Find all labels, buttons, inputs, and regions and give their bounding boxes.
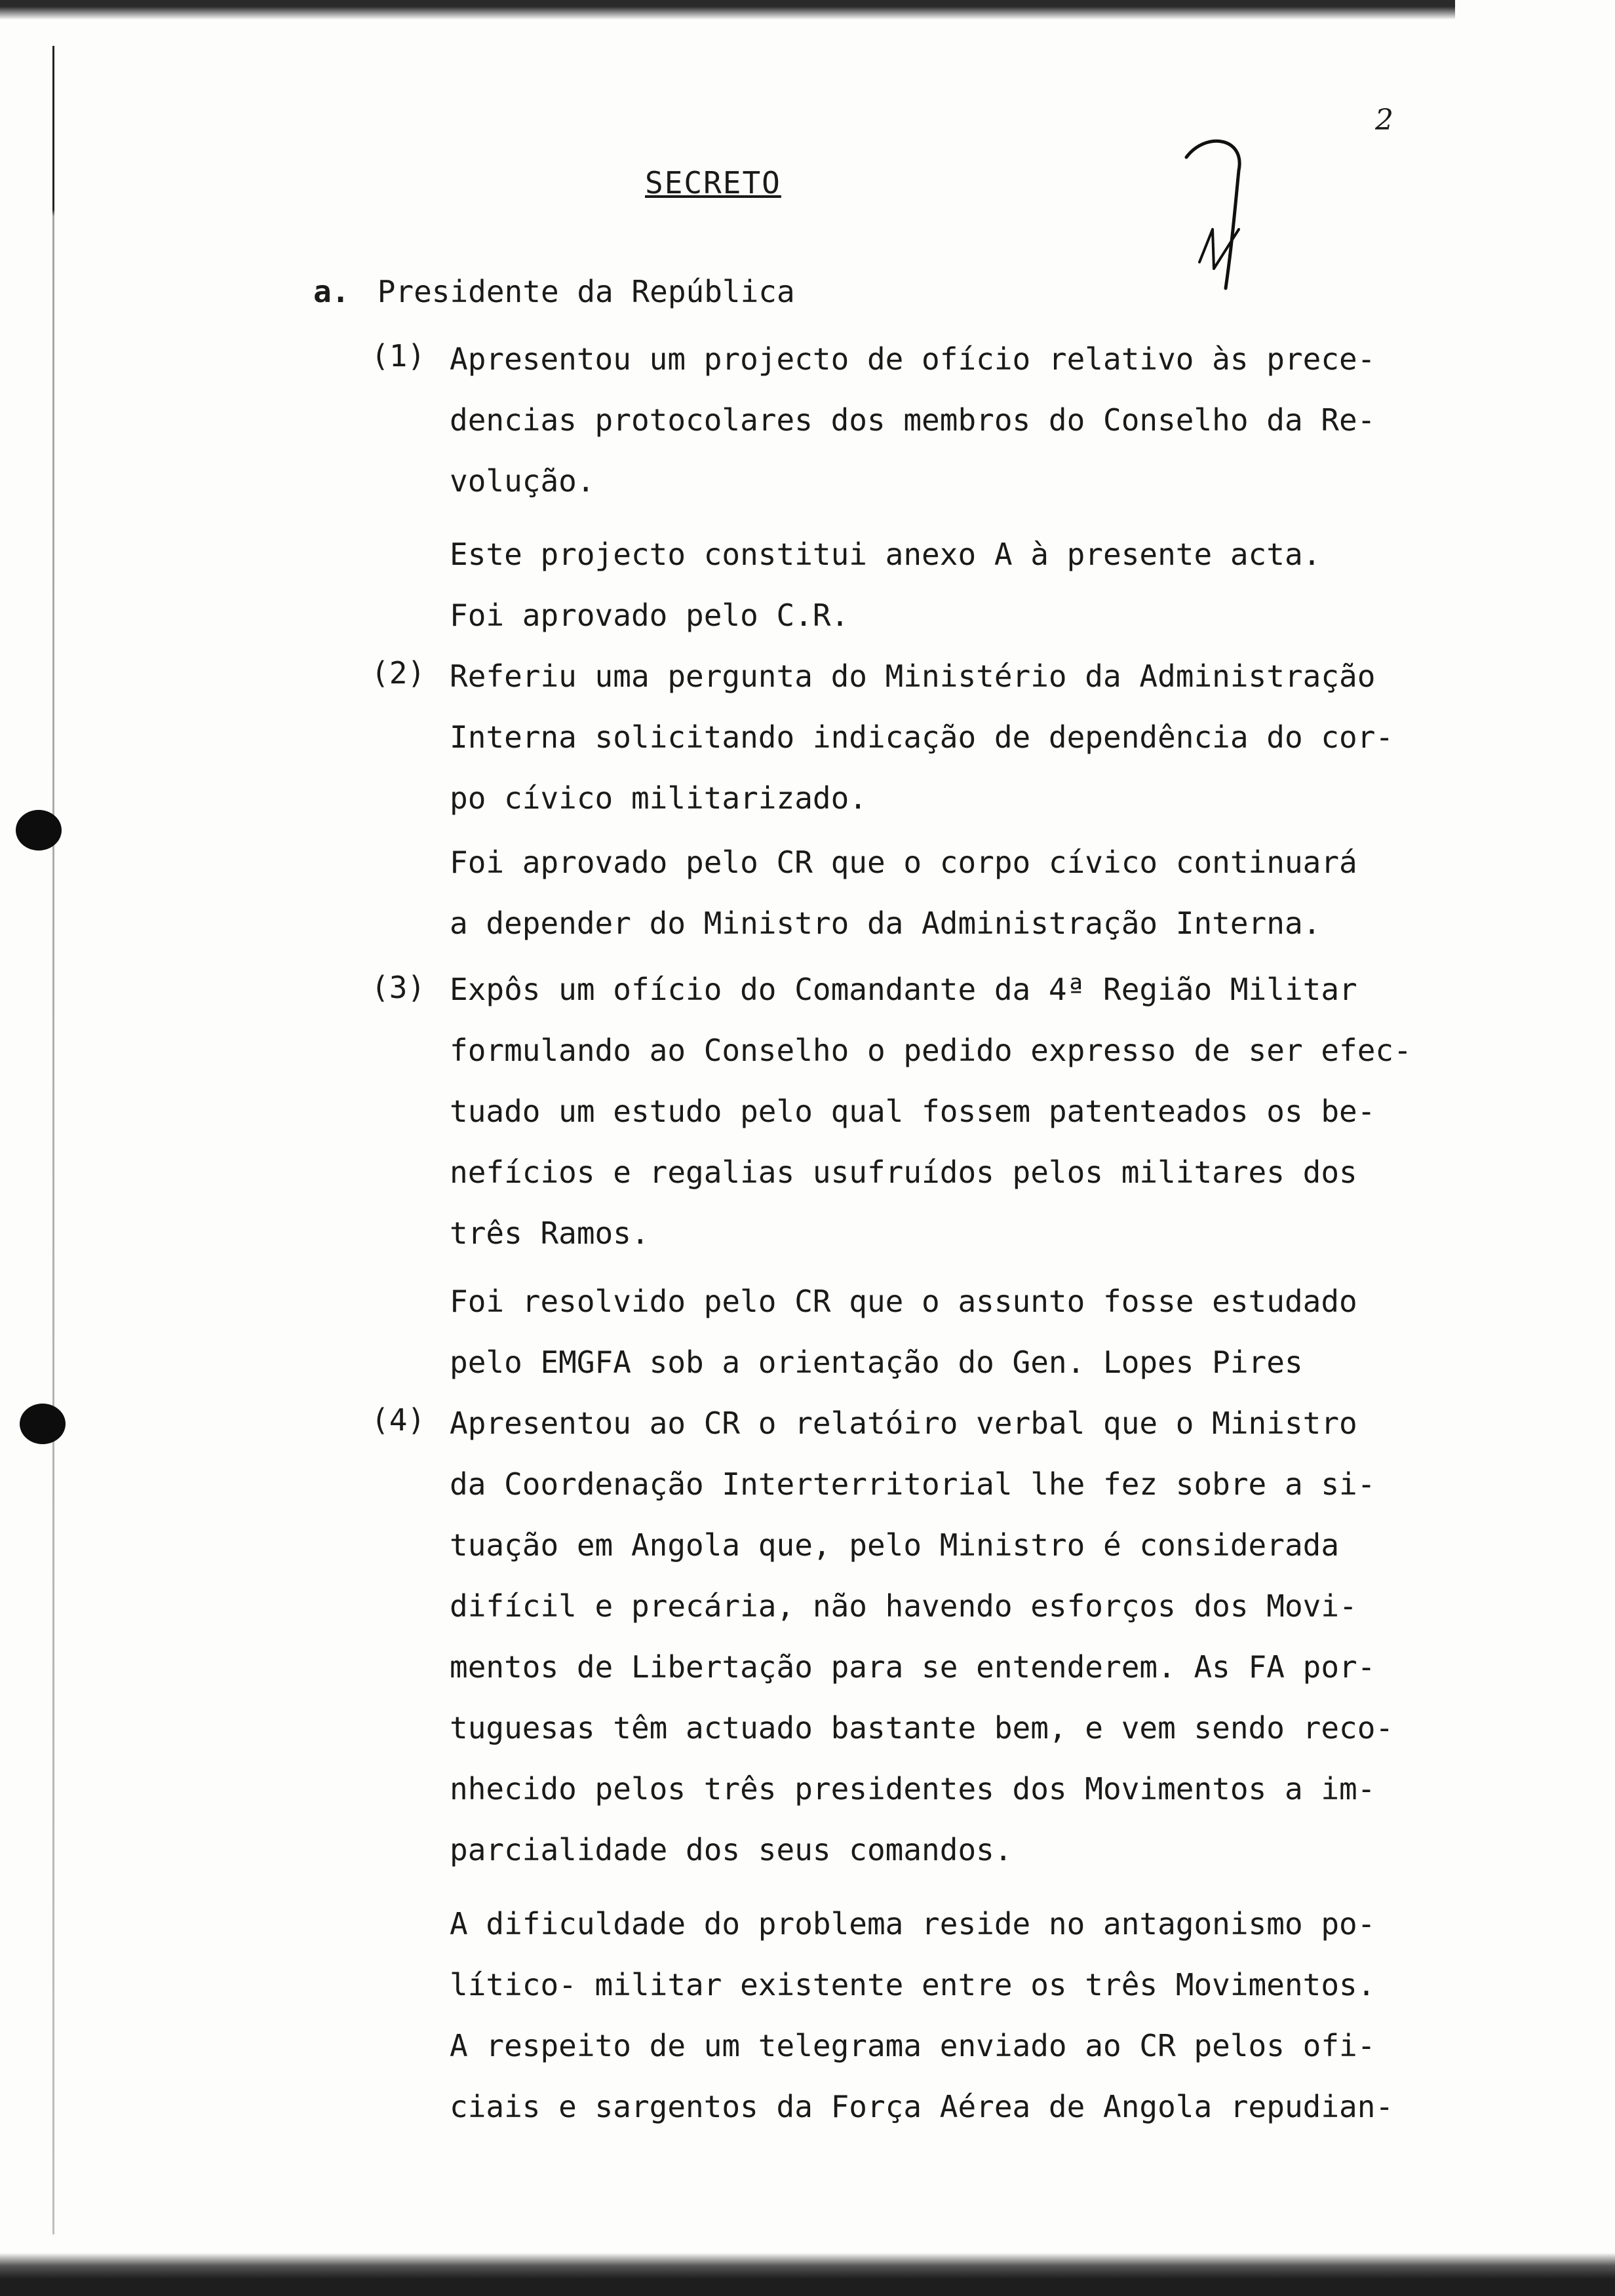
item-note: A respeito de um telegrama enviado ao CR pelos ofi- ciais e sargentos da Força Aérea de Angola repudian- — [450, 2028, 1394, 2124]
document-page: 2 SECRETO a. Presidente da República (1) Apresentou um projecto de ofício relativo às prece- dencias protocolares dos membros do Conselho da Re- volução. Este projecto constitui anexo A à presente acta. Foi aprovado pelo C.R. (2) Referiu uma pergunta do Ministério da Administração Interna solicitando indicação de dependência do cor- po cívico militarizado. Foi aprovado pelo CR que o corpo cívico continuará a depender do Ministro da Administração Interna. (3) Expôs um ofício do Comandante da 4ª Região Militar formulando ao Conselho o pedido expresso de ser efec- tuado um estudo pelo qual fossem patenteados os be- nefícios e regalias usufruídos pelos militares dos três Ramos. Foi resolvido pelo CR que o assunto fosse estudado pelo EMGFA sob a orientação do Gen. Lopes Pires (4) Apresentou ao CR o relatóiro verbal que o Ministro da Coordenação Interterritorial lhe fez sobre a si- tuação em Angola que, pelo Ministro é considerada difícil e precária, não havendo esforços dos Movi- mentos de Libertação para se entenderem. As FA por- tuguesas têm actuado bastante bem, e vem sendo reco- nhecido pelos três presidentes dos Movimentos a im- parcialidade dos seus comandos. A dificuldade do problema reside no antagonismo po- lítico- militar existente entre os três Movimentos. A respeito de um telegrama enviado ao CR pelos ofi- ciais e sargentos da Força Aérea de Angola repudian- — [0, 0, 1615, 2296]
item-text: Expôs um ofício do Comandante da 4ª Região Militar formulando ao Conselho o pedido expresso de ser efec- tuado um estudo pelo qual fossem patenteados os be- nefícios e regalias usufruídos pelos militares dos três Ramos. — [450, 972, 1412, 1251]
margin-line — [52, 46, 54, 2234]
page-heading: SECRETO — [645, 165, 781, 201]
punch-hole-icon — [16, 810, 62, 851]
item-text: Referiu uma pergunta do Ministério da Administração Interna solicitando indicação de dependência do cor- po cívico militarizado. — [450, 659, 1394, 816]
handwritten-initials-icon — [1160, 131, 1291, 315]
item-text: Apresentou um projecto de ofício relativo às prece- dencias protocolares dos membros do Conselho da Re- volução. — [450, 341, 1376, 499]
section-title — [313, 274, 795, 309]
section-marker: a. — [313, 274, 350, 309]
page-number: 2 — [1375, 104, 1393, 137]
item-note: A dificuldade do problema reside no antagonismo po- lítico- militar existente entre os três Movimentos. — [450, 1906, 1376, 2002]
item-note: Foi aprovado pelo C.R. — [450, 598, 849, 633]
item-note: Foi resolvido pelo CR que o assunto fosse estudado pelo EMGFA sob a orientação do Gen. Lopes Pires — [450, 1284, 1357, 1380]
item-text: Apresentou ao CR o relatóiro verbal que o Ministro da Coordenação Interterritorial lhe fez sobre a si- tuação em Angola que, pelo Ministro é considerada difícil e precária, não havendo esforços dos Movi- mentos de Libertação para se entenderem. As FA por- tuguesas têm actuado bastante bem, e vem sendo reco- nhecido pelos três presidentes dos Movimentos a im- parcialidade dos seus comandos. — [450, 1406, 1394, 1867]
scan-edge-bottom — [0, 2253, 1615, 2296]
item-note: Este projecto constitui anexo A à presente acta. — [450, 537, 1321, 572]
section-title-text: Presidente da República — [377, 274, 795, 309]
punch-hole-icon — [20, 1404, 66, 1444]
scan-edge-top — [0, 0, 1455, 20]
item-note: Foi aprovado pelo CR que o corpo cívico continuará a depender do Ministro da Administração Interna. — [450, 845, 1357, 941]
